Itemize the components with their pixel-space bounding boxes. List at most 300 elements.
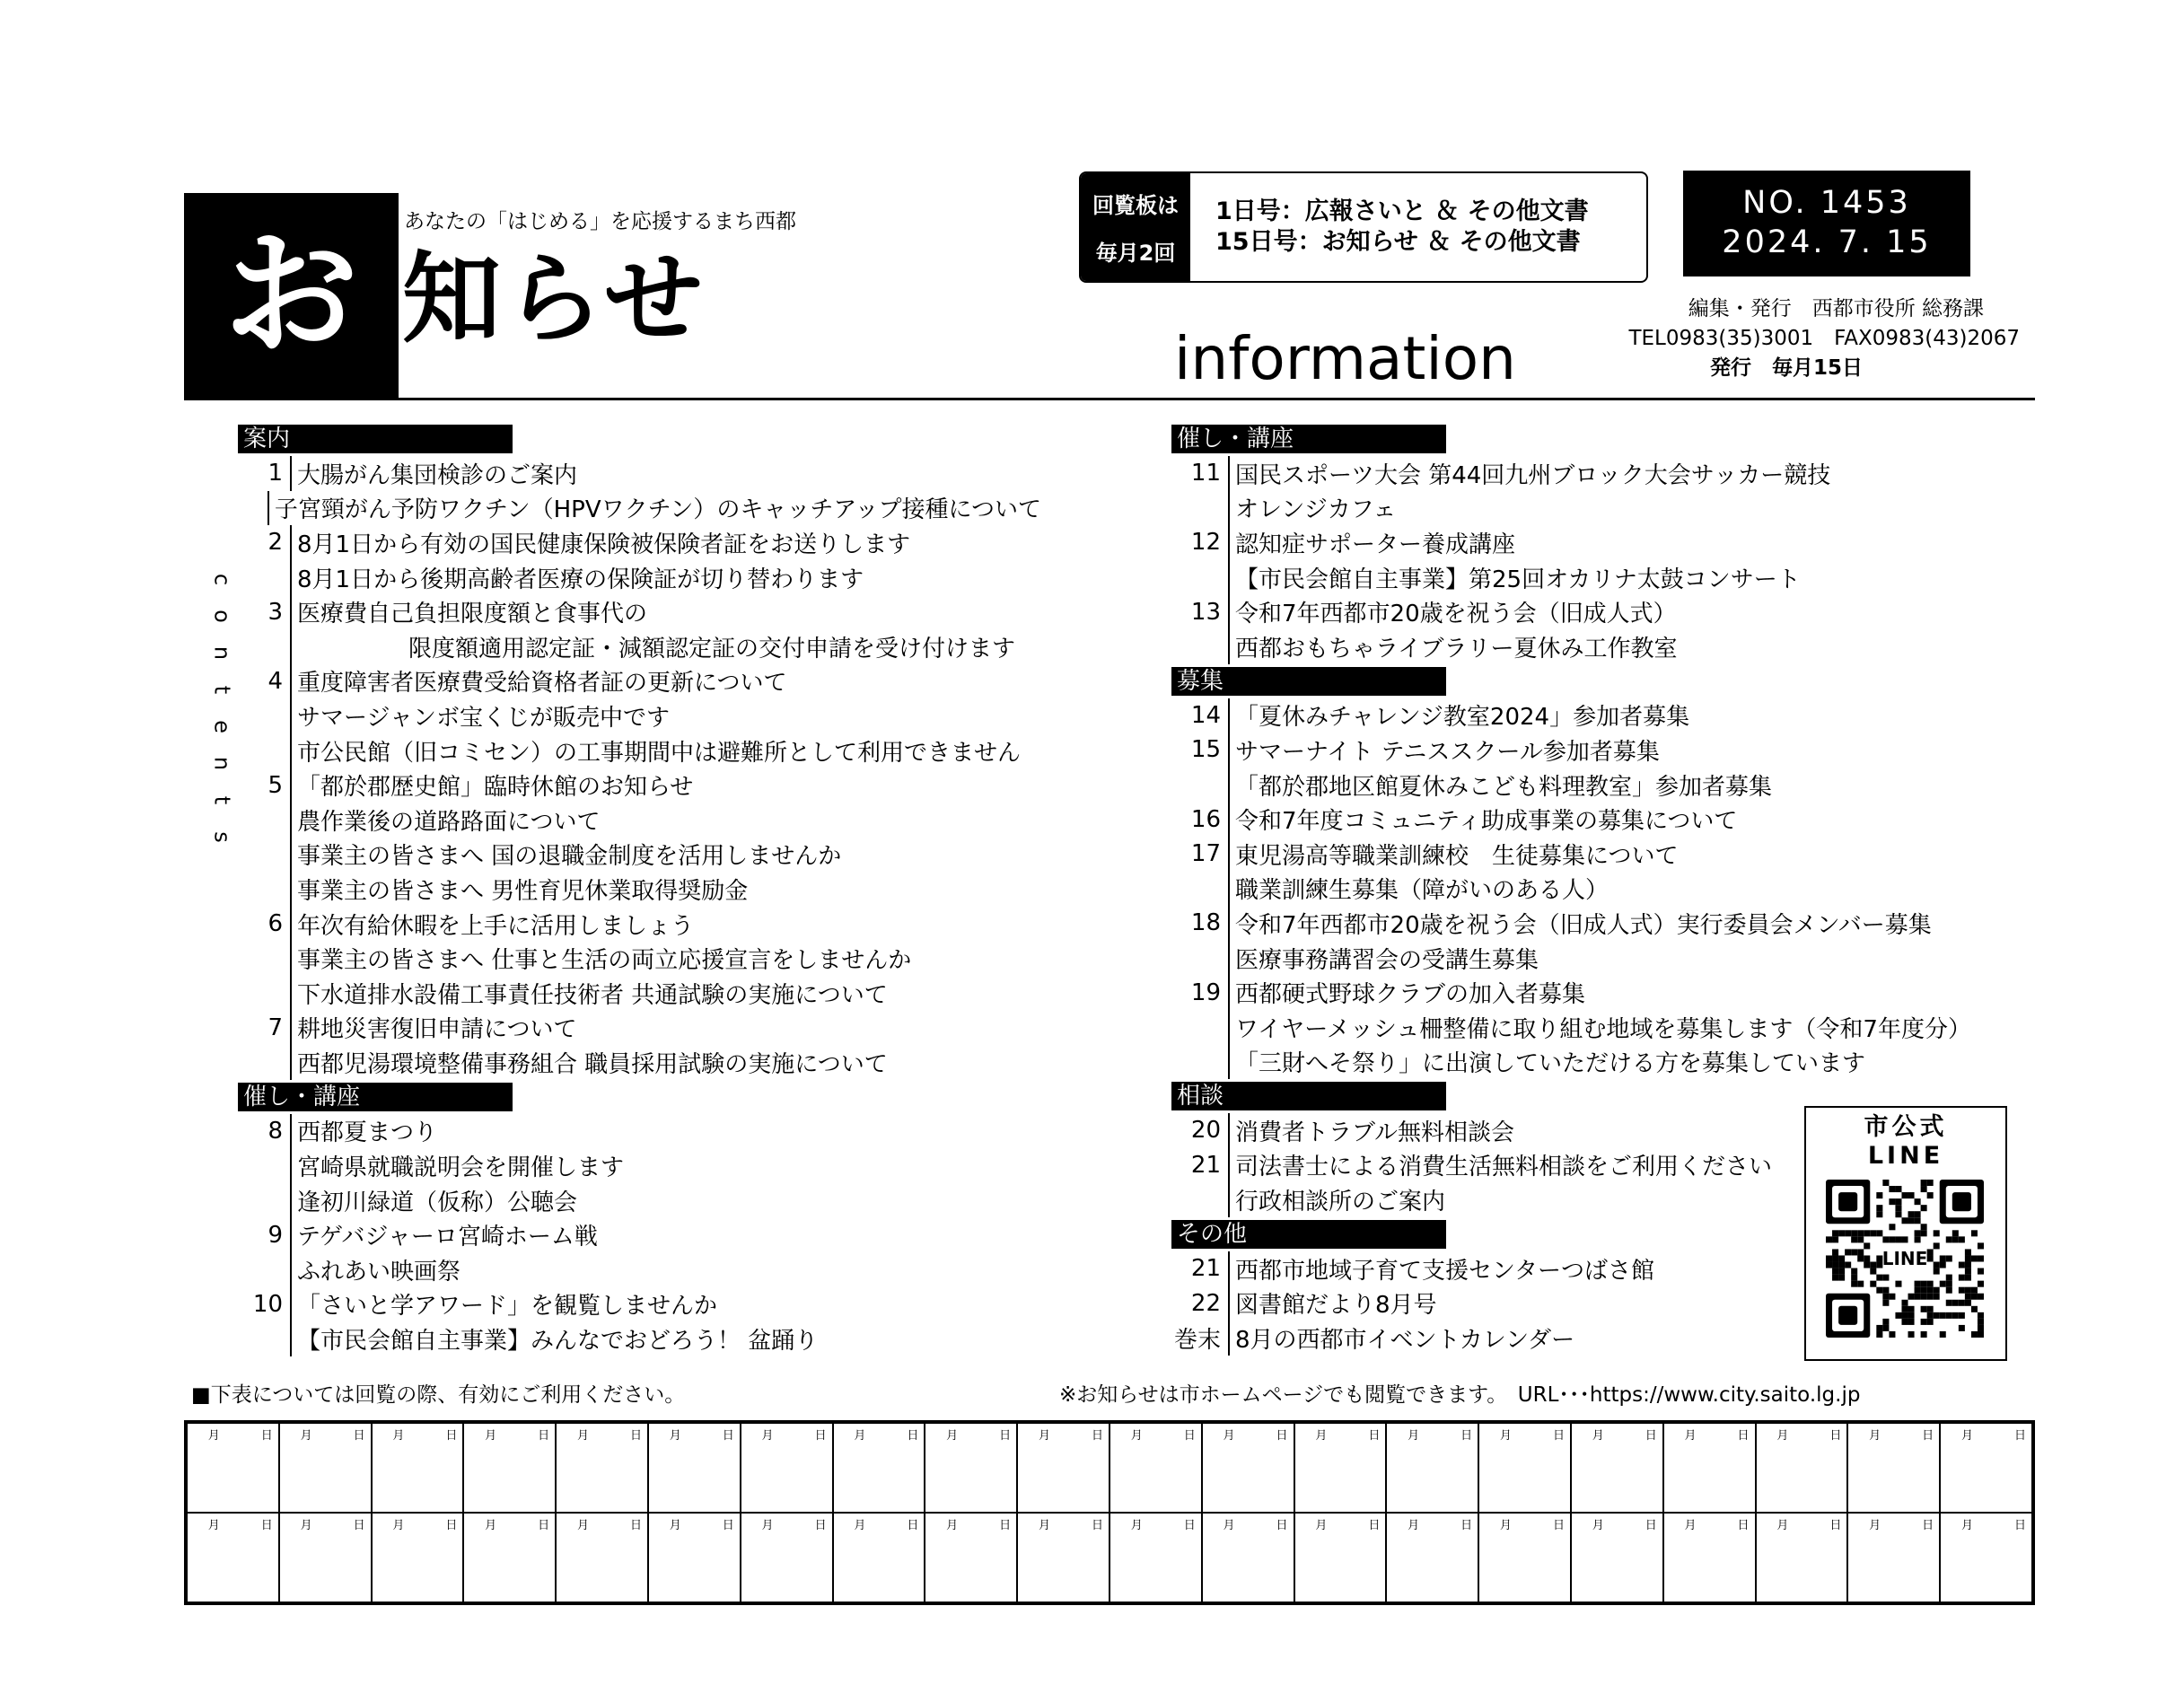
toc-item-text: 下水道排水設備工事責任技術者 共通試験の実施について [297,981,888,1009]
toc-item [233,560,1041,595]
category-header [1171,424,1979,454]
page-number [233,1183,292,1218]
month-label: 月 [854,1429,866,1443]
category-label: 相談 [1171,1082,1446,1110]
month-label: 月 [1960,1519,1973,1532]
page-number [1171,1010,1230,1045]
page-number: 16 [1171,802,1230,837]
day-label: 日 [1368,1429,1381,1443]
day-label: 日 [2013,1519,2026,1532]
contents-letter: c [209,573,235,586]
toc-item [1171,698,1979,733]
month-label: 月 [1776,1429,1789,1443]
month-label: 月 [1408,1519,1420,1532]
toc-item-text: 「三財へそ祭り」に出演していただける方を募集しています [1235,1050,1866,1078]
toc-item [1171,906,1979,941]
category-header [233,424,1041,454]
month-label: 月 [485,1519,497,1532]
day-label: 日 [999,1519,1012,1532]
toc-item [1171,594,1979,629]
kairan-label-1: 回覧板は [1092,193,1179,218]
day-label: 日 [1368,1519,1381,1532]
toc-item-text: 令和7年西都市20歳を祝う会（旧成人式）実行委員会メンバー募集 [1235,911,1932,939]
date-cell[interactable] [187,1513,279,1602]
month-label: 月 [1869,1519,1881,1532]
date-cell[interactable] [1571,1423,1663,1513]
day-label: 日 [629,1429,642,1443]
toc-item-text: 事業主の皆さまへ 男性育児休業取得奨励金 [297,877,749,905]
day-label: 日 [1276,1519,1288,1532]
page-number [1171,629,1230,664]
date-cell[interactable] [1663,1513,1756,1602]
contact: TEL0983(35)3001 FAX0983(43)2067 [1628,327,2020,350]
grid-row [187,1513,2032,1602]
contents-letter: n [209,645,235,661]
month-label: 月 [1038,1519,1050,1532]
month-label: 月 [1499,1519,1512,1532]
kairan-line-1: 1日号：広報さいと ＆ その他文書 [1215,197,1589,225]
contents-letter: s [209,831,235,843]
day-label: 日 [538,1429,550,1443]
date-cell[interactable] [1017,1423,1110,1513]
toc-item-text: 認知症サポーター養成講座 [1235,531,1516,558]
page-number: 22 [1171,1286,1230,1321]
day-label: 日 [722,1429,734,1443]
page-number: 12 [1171,525,1230,560]
page-number: 5 [233,768,292,803]
toc-item-text: 事業主の皆さまへ 国の退職金制度を活用しませんか [297,843,842,871]
date-cell[interactable] [925,1423,1017,1513]
toc-item [1171,872,1979,907]
day-label: 日 [353,1429,365,1443]
toc-item [1171,768,1979,803]
qr-code-icon[interactable] [1826,1180,1984,1338]
date-cell[interactable] [1847,1423,1940,1513]
month-label: 月 [576,1429,589,1443]
category-header [1171,666,1979,697]
day-label: 日 [1645,1519,1657,1532]
page-number [233,941,292,976]
issue-date: 2024. 7. 15 [1722,224,1932,260]
page-number [233,1045,292,1080]
date-cell[interactable] [1202,1513,1294,1602]
page-number [1171,768,1230,803]
date-cell[interactable] [187,1423,279,1513]
page-number [233,560,292,595]
page-number: 2 [233,525,292,560]
toc-item-text: 逢初川緑道（仮称）公聴会 [297,1189,578,1216]
month-label: 月 [300,1519,312,1532]
date-cell[interactable] [372,1423,464,1513]
toc-item [1171,1010,1979,1045]
toc-item [1171,1045,1979,1080]
page-number [1171,491,1230,526]
page-number: 19 [1171,975,1230,1010]
day-label: 日 [260,1429,273,1443]
toc-item [1171,941,1979,976]
date-cell[interactable] [833,1423,925,1513]
toc-item-text: 図書館だより8月号 [1235,1292,1437,1320]
toc-item [233,733,1041,768]
circulation-grid [184,1420,2035,1605]
publish-date: 発行 毎月15日 [1709,356,1863,380]
page-number: 10 [233,1287,292,1322]
date-cell[interactable] [1386,1423,1478,1513]
page-number: 巻末 [1171,1321,1230,1356]
day-label: 日 [814,1519,827,1532]
month-label: 月 [1684,1429,1697,1443]
toc-item [233,1321,1041,1356]
toc-item [233,907,1041,942]
toc-item-text: 西都夏まつり [297,1119,438,1147]
toc-item [233,768,1041,803]
toc-item [233,872,1041,907]
contents-letter: e [209,720,235,733]
toc-item [1171,560,1979,595]
toc-item-text: 大腸がん集団検診のご案内 [297,461,578,489]
category-header [233,1082,1041,1112]
day-label: 日 [999,1429,1012,1443]
day-label: 日 [1737,1519,1750,1532]
toc-item-text: サマーナイト テニススクール参加者募集 [1235,738,1660,766]
toc-item-text: 事業主の皆さまへ 仕事と生活の両立応援宣言をしませんか [297,947,912,975]
month-label: 月 [1315,1429,1328,1443]
day-label: 日 [1183,1429,1196,1443]
toc-item-text: 農作業後の道路路面について [297,808,601,836]
month-label: 月 [946,1519,959,1532]
toc-item-text: ふれあい映画祭 [297,1258,461,1286]
toc-item [233,629,1041,664]
month-label: 月 [392,1519,405,1532]
toc-item [233,941,1041,976]
category-label: 案内 [238,425,513,453]
page-number [1171,1182,1230,1217]
toc-item-text: 耕地災害復旧申請について [297,1016,577,1044]
page-number: 4 [233,664,292,699]
toc-item-text: 限度額適用認定証・減額認定証の交付申請を受け付けます [408,635,1016,663]
toc-item [233,1011,1041,1046]
month-label: 月 [946,1429,959,1443]
page-number [233,698,292,733]
day-label: 日 [1552,1429,1565,1443]
toc-item [1171,491,1979,526]
day-label: 日 [1552,1519,1565,1532]
day-label: 日 [1645,1429,1657,1443]
contents-letter: t [209,685,235,695]
page-number: 1 [233,456,292,491]
date-cell[interactable] [648,1423,741,1513]
page-number [233,976,292,1011]
day-label: 日 [1829,1429,1842,1443]
kairan-schedule [1215,197,1589,258]
day-label: 日 [1183,1519,1196,1532]
toc-item [233,1114,1041,1149]
day-label: 日 [629,1519,642,1532]
month-label: 月 [300,1429,312,1443]
toc-item [233,525,1041,560]
category-label: その他 [1171,1220,1446,1249]
contents-letter: t [209,795,235,805]
contents-letter: n [209,756,235,771]
date-cell[interactable] [1847,1513,1940,1602]
toc-item-text: 西都市地域子育て支援センターつばさ館 [1235,1257,1654,1285]
kairan-label-2: 毎月2回 [1095,241,1176,266]
page-number [233,872,292,907]
month-label: 月 [761,1519,774,1532]
category-label: 催し・講座 [1171,425,1446,453]
page-number: 18 [1171,906,1230,941]
day-label: 日 [907,1519,919,1532]
line-title [1806,1113,2005,1171]
date-cell[interactable] [1478,1423,1571,1513]
toc-item-text: 「都於郡歴史館」臨時休館のお知らせ [297,774,694,802]
month-label: 月 [1130,1429,1143,1443]
title-first-char: お [184,193,399,398]
month-label: 月 [669,1519,681,1532]
day-label: 日 [445,1519,458,1532]
page-number: 13 [1171,594,1230,629]
toc-item [233,1287,1041,1322]
toc-item-text: 8月の西都市イベントカレンダー [1235,1326,1575,1354]
page-number: 21 [1171,1148,1230,1183]
page-title: 知らせ [402,241,706,356]
page-number [233,1148,292,1183]
toc-item-text: 司法書士による消費生活無料相談をご利用ください [1235,1154,1773,1181]
toc-item-text: 医療費自己負担限度額と食事代の [297,601,648,628]
date-cell[interactable] [372,1513,464,1602]
toc-item [233,1183,1041,1218]
day-label: 日 [1922,1519,1934,1532]
toc-item [233,1148,1041,1183]
page-number [233,803,292,838]
date-cell[interactable] [1478,1513,1571,1602]
contents-letter: o [209,610,235,623]
category-label: 募集 [1171,667,1446,696]
toc-item [233,976,1041,1011]
toc-item-text: 8月1日から後期高齢者医療の保険証が切り替わります [297,566,864,593]
page-number [233,1321,292,1356]
line-official-box [1804,1106,2007,1361]
page-number [1171,1045,1230,1080]
date-cell[interactable] [1663,1423,1756,1513]
website-note: ※お知らせは市ホームページでも閲覧できます。 URL･･･https://www.city.saito.lg.jp [1059,1383,1861,1407]
date-cell[interactable] [1940,1423,2032,1513]
date-cell[interactable] [556,1423,648,1513]
toc-item [1171,975,1979,1010]
kairan-box [1079,171,1648,283]
month-label: 月 [392,1429,405,1443]
page-number [233,629,292,664]
date-cell[interactable] [1756,1423,1848,1513]
subtitle-information: information [1174,324,1516,393]
grid-row [187,1423,2032,1513]
toc-item [233,664,1041,699]
page-number: 8 [233,1114,292,1149]
month-label: 月 [761,1429,774,1443]
month-label: 月 [1038,1429,1050,1443]
toc-item-text: テゲバジャーロ宮崎ホーム戦 [297,1224,598,1251]
date-cell[interactable] [648,1513,741,1602]
date-cell[interactable] [741,1423,833,1513]
date-cell[interactable] [463,1423,556,1513]
date-cell[interactable] [925,1513,1017,1602]
month-label: 月 [669,1429,681,1443]
page-number [1171,560,1230,595]
page-number [233,733,292,768]
contents-vertical-label [208,561,235,856]
day-label: 日 [1091,1429,1103,1443]
toc-item [233,803,1041,838]
tagline: あなたの「はじめる」を応援するまち西都 [404,210,796,233]
toc-item [1171,802,1979,837]
toc-left-column [233,422,1041,1356]
page-number: 7 [233,1011,292,1046]
day-label: 日 [1276,1429,1288,1443]
date-cell[interactable] [1202,1423,1294,1513]
day-label: 日 [722,1519,734,1532]
date-cell[interactable] [463,1513,556,1602]
day-label: 日 [1922,1429,1934,1443]
toc-item-text: 西都児湯環境整備事務組合 職員採用試験の実施について [297,1050,888,1078]
circulation-table [186,1422,2033,1603]
date-cell[interactable] [279,1513,372,1602]
month-label: 月 [1869,1429,1881,1443]
toc-item [233,491,1041,526]
month-label: 月 [1130,1519,1143,1532]
toc-item-text: 「さいと学アワード」を観覧しませんか [297,1293,718,1321]
month-label: 月 [207,1519,220,1532]
month-label: 月 [854,1519,866,1532]
month-label: 月 [485,1429,497,1443]
page-number: 11 [1171,456,1230,491]
date-cell[interactable] [741,1513,833,1602]
page-number [1171,872,1230,907]
toc-item-text: 「夏休みチャレンジ教室2024」参加者募集 [1235,704,1690,732]
issue-box [1683,171,1970,276]
page-number [233,491,269,526]
day-label: 日 [907,1429,919,1443]
month-label: 月 [1223,1519,1235,1532]
day-label: 日 [1091,1519,1103,1532]
page-number: 21 [1171,1251,1230,1286]
month-label: 月 [1315,1519,1328,1532]
day-label: 日 [1460,1429,1473,1443]
page-number: 3 [233,594,292,629]
page-number: 6 [233,907,292,942]
toc-item [1171,525,1979,560]
kairan-line-2: 15日号：お知らせ ＆ その他文書 [1215,228,1581,256]
qr-line-label: LINE [1881,1248,1928,1269]
toc-item-text: 東児湯高等職業訓練校 生徒募集について [1235,842,1679,870]
toc-item-text: サマージャンボ宝くじが販売中です [297,704,670,732]
category-label: 催し・講座 [238,1083,513,1111]
date-cell[interactable] [1940,1513,2032,1602]
page-number: 14 [1171,698,1230,733]
month-label: 月 [1776,1519,1789,1532]
line-title-1: 市公式 [1864,1113,1948,1141]
table-note: ■下表については回覧の際、有効にご利用ください。 [191,1383,686,1407]
day-label: 日 [814,1429,827,1443]
page-number: 9 [233,1217,292,1252]
date-cell[interactable] [1294,1423,1387,1513]
toc-item-text: 消費者トラブル無料相談会 [1235,1119,1514,1146]
toc-item [1171,837,1979,872]
toc-item-text: 国民スポーツ大会 第44回九州ブロック大会サッカー競技 [1235,461,1831,489]
toc-item-text: 西都おもちゃライブラリー夏休み工作教室 [1235,635,1678,663]
month-label: 月 [1223,1429,1235,1443]
month-label: 月 [1960,1429,1973,1443]
month-label: 月 [1684,1519,1697,1532]
month-label: 月 [207,1429,220,1443]
toc-item [233,1217,1041,1252]
toc-item-text: 「都於郡地区館夏休みこども料理教室」参加者募集 [1235,773,1773,801]
toc-item-text: 職業訓練生募集（障がいのある人） [1235,877,1609,905]
publisher-info [1616,294,2020,383]
day-label: 日 [538,1519,550,1532]
month-label: 月 [1408,1429,1420,1443]
page-number: 15 [1171,733,1230,768]
month-label: 月 [1592,1429,1604,1443]
day-label: 日 [1829,1519,1842,1532]
day-label: 日 [260,1519,273,1532]
date-cell[interactable] [1756,1513,1848,1602]
toc-item [233,1045,1041,1080]
month-label: 月 [1499,1429,1512,1443]
publisher: 編集・発行 西都市役所 総務課 [1688,297,1984,320]
toc-item-text: 8月1日から有効の国民健康保険被保険者証をお送りします [297,531,911,558]
date-cell[interactable] [1386,1513,1478,1602]
line-title-2: LINE [1867,1142,1944,1170]
page-number [233,1252,292,1287]
toc-item-text: ワイヤーメッシュ柵整備に取り組む地域を募集します（令和7年度分） [1235,1015,1971,1043]
date-cell[interactable] [1571,1513,1663,1602]
date-cell[interactable] [1110,1423,1202,1513]
day-label: 日 [445,1429,458,1443]
page-number [233,838,292,873]
date-cell[interactable] [1110,1513,1202,1602]
date-cell[interactable] [556,1513,648,1602]
kairan-label [1081,173,1190,281]
day-label: 日 [353,1519,365,1532]
toc-item-text: 西都硬式野球クラブの加入者募集 [1235,981,1586,1009]
page-number: 17 [1171,837,1230,872]
toc-item [233,594,1041,629]
month-label: 月 [1592,1519,1604,1532]
date-cell[interactable] [1017,1513,1110,1602]
toc-item [233,1252,1041,1287]
page-number [1171,941,1230,976]
date-cell[interactable] [279,1423,372,1513]
toc-item [233,456,1041,491]
toc-item [233,698,1041,733]
toc-item-text: 宮崎県就職説明会を開催します [297,1154,625,1182]
month-label: 月 [576,1519,589,1532]
date-cell[interactable] [1294,1513,1387,1602]
page-number: 20 [1171,1113,1230,1148]
toc-item [1171,733,1979,768]
toc-item [1171,456,1979,491]
day-label: 日 [1737,1429,1750,1443]
toc-item-text: 市公民館（旧コミセン）の工事期間中は避難所として利用できません [297,739,1022,767]
date-cell[interactable] [833,1513,925,1602]
toc-item-text: 【市民会館自主事業】第25回オカリナ太鼓コンサート [1235,566,1801,593]
issue-number: NO. 1453 [1742,185,1911,221]
toc-item-text: 重度障害者医療費受給資格者証の更新について [297,670,787,698]
toc-item-text: 行政相談所のご案内 [1235,1189,1446,1216]
day-label: 日 [1460,1519,1473,1532]
toc-item [1171,629,1979,664]
toc-item-text: 医療事務講習会の受講生募集 [1235,946,1539,974]
